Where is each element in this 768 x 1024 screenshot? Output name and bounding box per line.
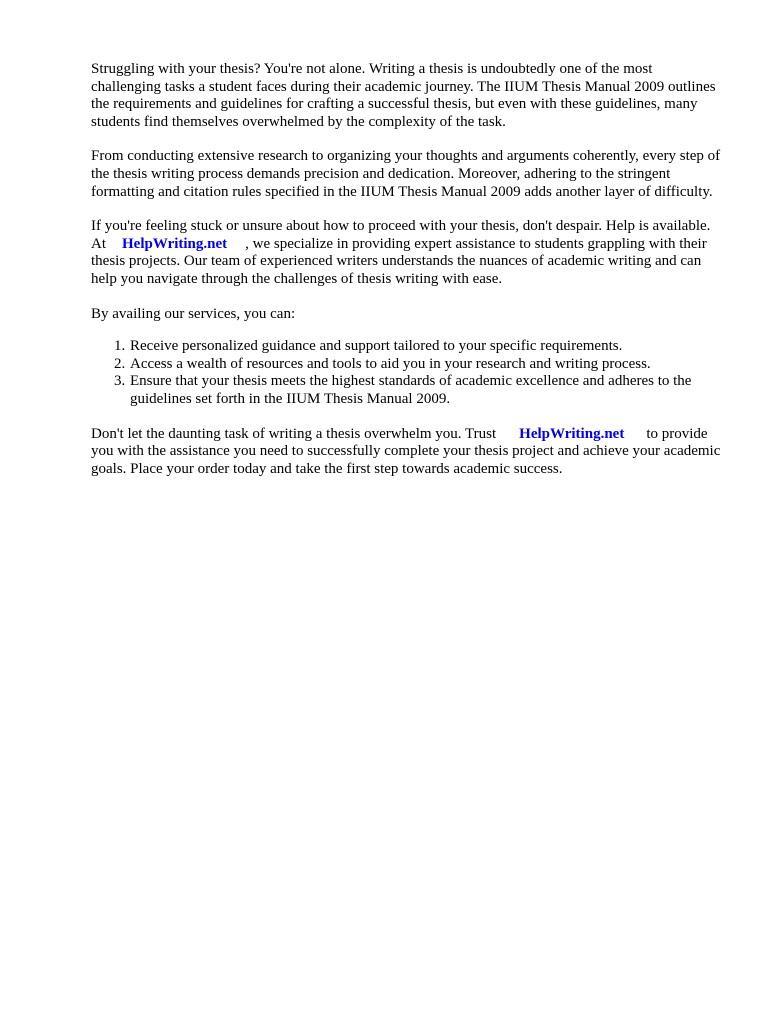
help-paragraph bbox=[91, 218, 721, 288]
closing-paragraph bbox=[91, 426, 721, 479]
list-item: 3. Ensure that your thesis meets the highest standards of academic excellence and adheres to the guidelines set forth in the IIUM Thesis Manual 2009. bbox=[129, 373, 721, 408]
challenges-paragraph: From conducting extensive research to organizing your thoughts and arguments coherently, every step of the thesis writing process demands precision and dedication. Moreover, adhering to the stringent formatting and citation rules specified in the IIUM Thesis Manual 2009 adds another layer of difficulty. bbox=[91, 148, 721, 200]
list-item: 1. Receive personalized guidance and support tailored to your specific requirements. bbox=[129, 338, 721, 356]
closing-text-before: Don't let the daunting task of writing a thesis overwhelm you. Trust bbox=[91, 425, 497, 442]
helpwriting-link[interactable]: HelpWriting.net bbox=[122, 235, 228, 252]
services-intro: By availing our services, you can: bbox=[91, 305, 296, 322]
helpwriting-link[interactable]: HelpWriting.net bbox=[519, 425, 625, 442]
services-list bbox=[91, 338, 721, 408]
intro-paragraph: Struggling with your thesis? You're not alone. Writing a thesis is undoubtedly one of the most challenging tasks a student faces during their academic journey. The IIUM Thesis Manual 2009 outlines the requirements and guidelines for crafting a successful thesis, but even with these guidelines, many students find themselves overwhelmed by the complexity of the task. bbox=[91, 61, 716, 130]
document-body bbox=[91, 61, 721, 495]
help-text-after: , we specialize in providing expert assistance to students grappling with their thesis projects. Our team of experienced writers understands the nuances of academic writing and can help you navigate through the challenges of thesis writing with ease. bbox=[91, 235, 707, 287]
closing-text-after: to provide you with the assistance you need to successfully complete your thesis project and achieve your academic goals. Place your order today and take the first step towards academic success. bbox=[91, 425, 721, 477]
list-item: 2. Access a wealth of resources and tools to aid you in your research and writing process. bbox=[129, 356, 721, 374]
help-text-before: If you're feeling stuck or unsure about how to proceed with your thesis, don't despair. Help is available. At bbox=[91, 218, 711, 252]
